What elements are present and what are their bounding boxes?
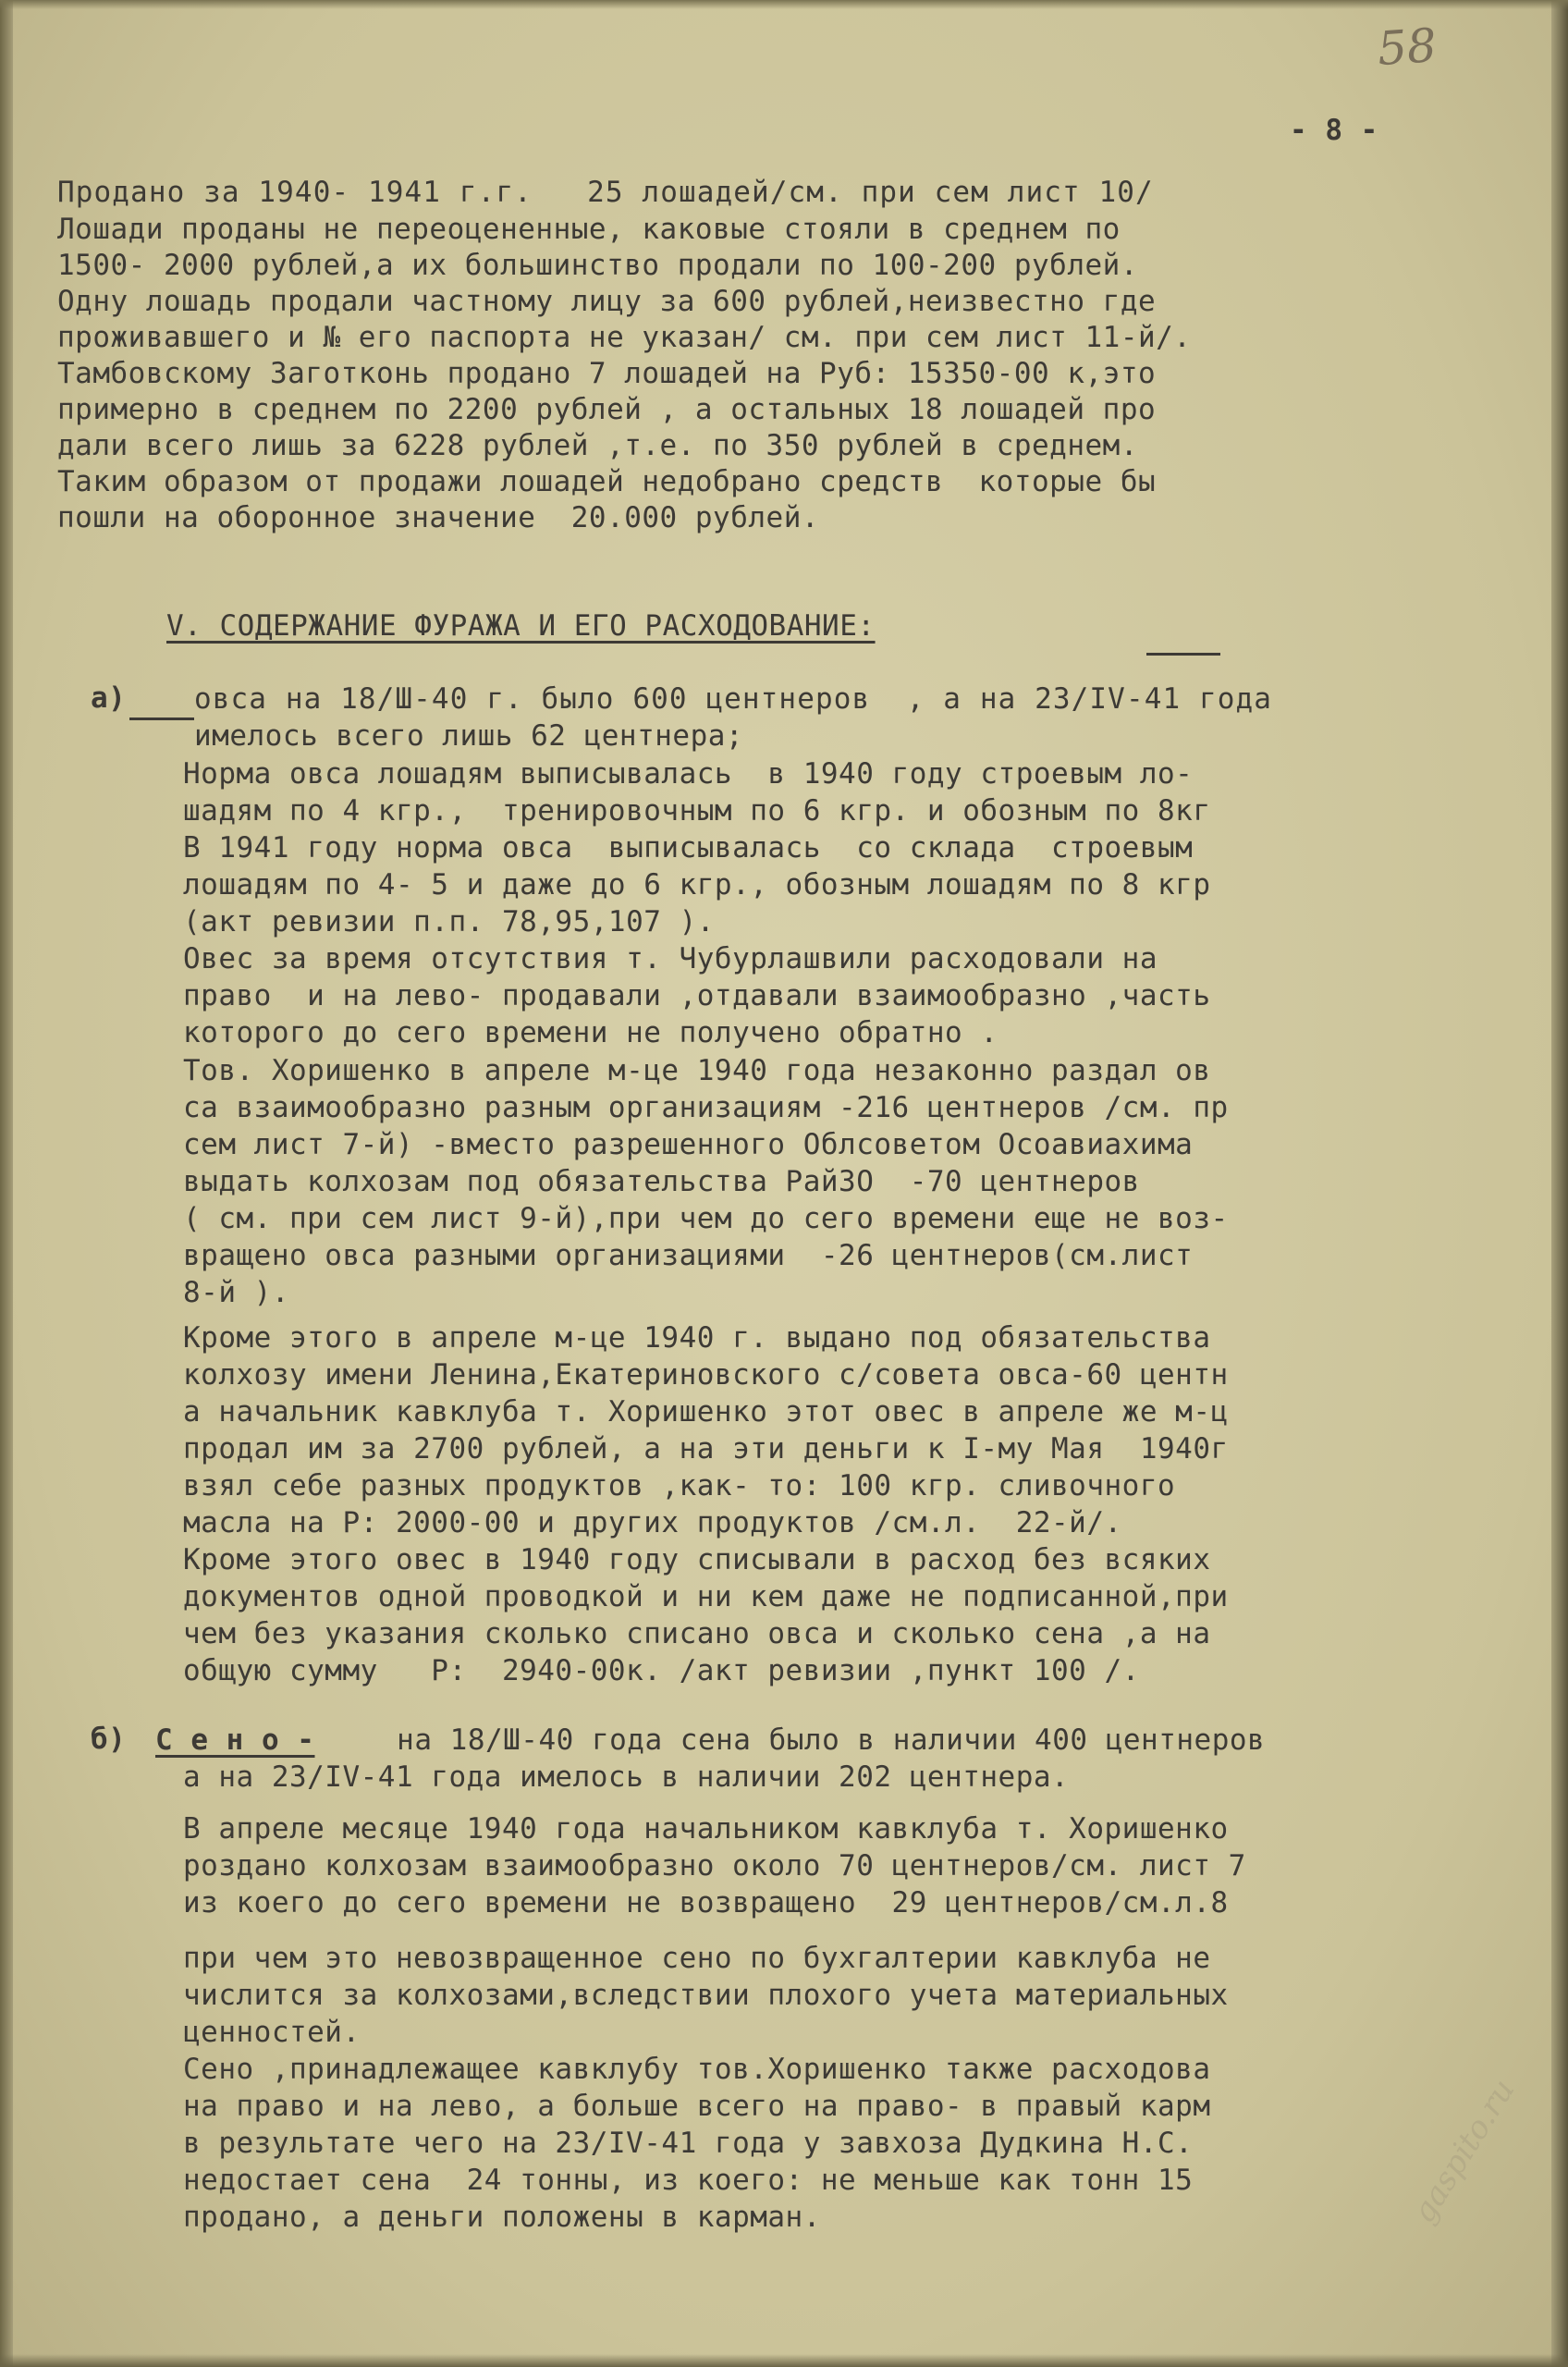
page-edge-right <box>1551 0 1568 2367</box>
section-a-line: (акт ревизии п.п. 78,95,107 ). <box>183 905 715 938</box>
section-a-line: чем без указания сколько списано овса и сколько сена ,а на <box>183 1617 1211 1650</box>
section-b-line: на 18/Ш-40 года сена было в наличии 400 центнеров <box>379 1723 1266 1757</box>
section-b-marker: б) <box>91 1723 127 1756</box>
section-a-line: вращено овса разными организациями -26 центнеров(см.лист <box>183 1239 1194 1272</box>
section-a-line: Кроме этого в апреле м-це 1940 г. выдано под обязательства <box>183 1321 1211 1355</box>
section-a-line: ( см. при сем лист 9-й),при чем до сего времени еще не воз- <box>183 1202 1229 1235</box>
section-a-line: продал им за 2700 рублей, а на эти деньги к I-му Мая 1940г <box>183 1432 1229 1466</box>
section-a-line: колхозу имени Ленина,Екатериновского с/совета овса-60 центн <box>183 1358 1229 1392</box>
section-b-title: С е н о - <box>155 1723 315 1757</box>
section-b-line: числится за колхозами,вследствии плохого учета материальных <box>183 1979 1229 2012</box>
section-b-line: а на 23/IV-41 года имелось в наличии 202 центнера. <box>183 1760 1070 1794</box>
section-a-line: Овес за время отсутствия т. Чубурлашвили расходовали на <box>183 942 1158 975</box>
section-a-line: выдать колхозам под обязательства РайЗО -70 центнеров <box>183 1165 1140 1198</box>
handwritten-folio-number: 58 <box>1376 18 1439 77</box>
section-heading: V. СОДЕРЖАНИЕ ФУРАЖА И ЕГО РАСХОДОВАНИЕ: <box>166 609 876 643</box>
intro-line: Одну лошадь продали частному лицу за 600 рублей,неизвестно где <box>57 285 1157 318</box>
page-edge-left <box>0 0 13 2367</box>
section-b-line: В апреле месяце 1940 года начальником кавклуба т. Хоришенко <box>183 1812 1229 1846</box>
section-b-line: ценностей. <box>183 2016 361 2049</box>
section-b-line: продано, а деньги положены в карман. <box>183 2201 821 2234</box>
section-a-line: 8-й ). <box>183 1276 289 1309</box>
section-b-line: из коего до сего времени не возвращено 29 центнеров/см.л.8 <box>183 1886 1229 1919</box>
section-a-line: В 1941 году норма овса выписывалась со склада строевым <box>183 831 1194 865</box>
section-a-line: Кроме этого овес в 1940 году списывали в расход без всяких <box>183 1543 1211 1576</box>
intro-line: 1500- 2000 рублей,а их большинство продали по 100-200 рублей. <box>57 249 1138 282</box>
section-a-line: са взаимообразно разным организациям -216 центнеров /см. пр <box>183 1091 1229 1124</box>
section-a-line: а начальник кавклуба т. Хоришенко этот овес в апреле же м-ц <box>183 1395 1229 1429</box>
section-a-line: Норма овса лошадям выписывалась в 1940 году строевым ло- <box>183 757 1194 791</box>
page-edge-bottom <box>0 2354 1568 2367</box>
section-a-line: Тов. Хоришенко в апреле м-це 1940 года незаконно раздал ов <box>183 1054 1211 1087</box>
intro-line: Тамбовскому Заготконь продано 7 лошадей на Руб: 15350-00 к,это <box>57 357 1157 390</box>
section-b-line: в результате чего на 23/IV-41 года у завхоза Дудкина Н.С. <box>183 2127 1194 2160</box>
intro-line: Лошади проданы не переоцененные, каковые стояли в среднем по <box>57 213 1121 246</box>
section-a-line: масла на Р: 2000-00 и других продуктов /см.л. 22-й/. <box>183 1506 1122 1539</box>
section-a-line: право и на лево- продавали ,отдавали взаимообразно ,часть <box>183 979 1211 1012</box>
section-b-line: на право и на лево, а больше всего на право- в правый карм <box>183 2090 1211 2123</box>
intro-line: Таким образом от продажи лошадей недобрано средств которые бы <box>57 465 1157 498</box>
intro-line: проживавшего и № его паспорта не указан/ см. при сем лист 11-й/. <box>57 321 1192 354</box>
section-a-line: сем лист 7-й) -вместо разрешенного Облсоветом Осоавиахима <box>183 1128 1194 1161</box>
section-b-line: недостает сена 24 тонны, из коего: не меньше как тонн 15 <box>183 2164 1194 2197</box>
site-watermark: gaspito.ru <box>1405 2072 1523 2230</box>
section-a-line: шадям по 4 кгр., тренировочным по 6 кгр. и обозным по 8кг <box>183 794 1211 828</box>
heading-underline-tail <box>1146 653 1220 656</box>
page-number: - 8 - <box>1290 114 1378 147</box>
section-a-line: имелось всего лишь 62 центнера; <box>194 719 744 753</box>
intro-line: Продано за 1940- 1941 г.г. 25 лошадей/см. при сем лист 10/ <box>57 176 1154 209</box>
section-a-line: взял себе разных продуктов ,как- то: 100 кгр. сливочного <box>183 1469 1176 1502</box>
section-b-line: при чем это невозвращенное сено по бухгалтерии кавклуба не <box>183 1942 1211 1975</box>
section-a-line: лошадям по 4- 5 и даже до 6 кгр., обозным лошадям по 8 кгр <box>183 868 1211 901</box>
section-a-line: которого до сего времени не получено обратно . <box>183 1016 998 1049</box>
page-edge-top <box>0 0 1568 9</box>
intro-line: примерно в среднем по 2200 рублей , а остальных 18 лошадей про <box>57 393 1157 426</box>
section-a-marker: а) <box>91 681 127 715</box>
intro-line: пошли на оборонное значение 20.000 рублей. <box>57 501 820 534</box>
section-b-line: Сено ,принадлежащее кавклубу тов.Хоришенко также расходова <box>183 2053 1211 2086</box>
section-a-underline <box>129 717 194 720</box>
section-a-line: общую сумму Р: 2940-00к. /акт ревизии ,пункт 100 /. <box>183 1654 1140 1687</box>
intro-line: дали всего лишь за 6228 рублей ,т.е. по 350 рублей в среднем. <box>57 429 1138 462</box>
section-a-line: овса на 18/Ш-40 г. было 600 центнеров , а на 23/IV-41 года <box>194 682 1273 716</box>
section-b-line: роздано колхозам взаимообразно около 70 центнеров/см. лист 7 <box>183 1849 1246 1883</box>
section-a-line: документов одной проводкой и ни кем даже не подписанной,при <box>183 1580 1229 1613</box>
